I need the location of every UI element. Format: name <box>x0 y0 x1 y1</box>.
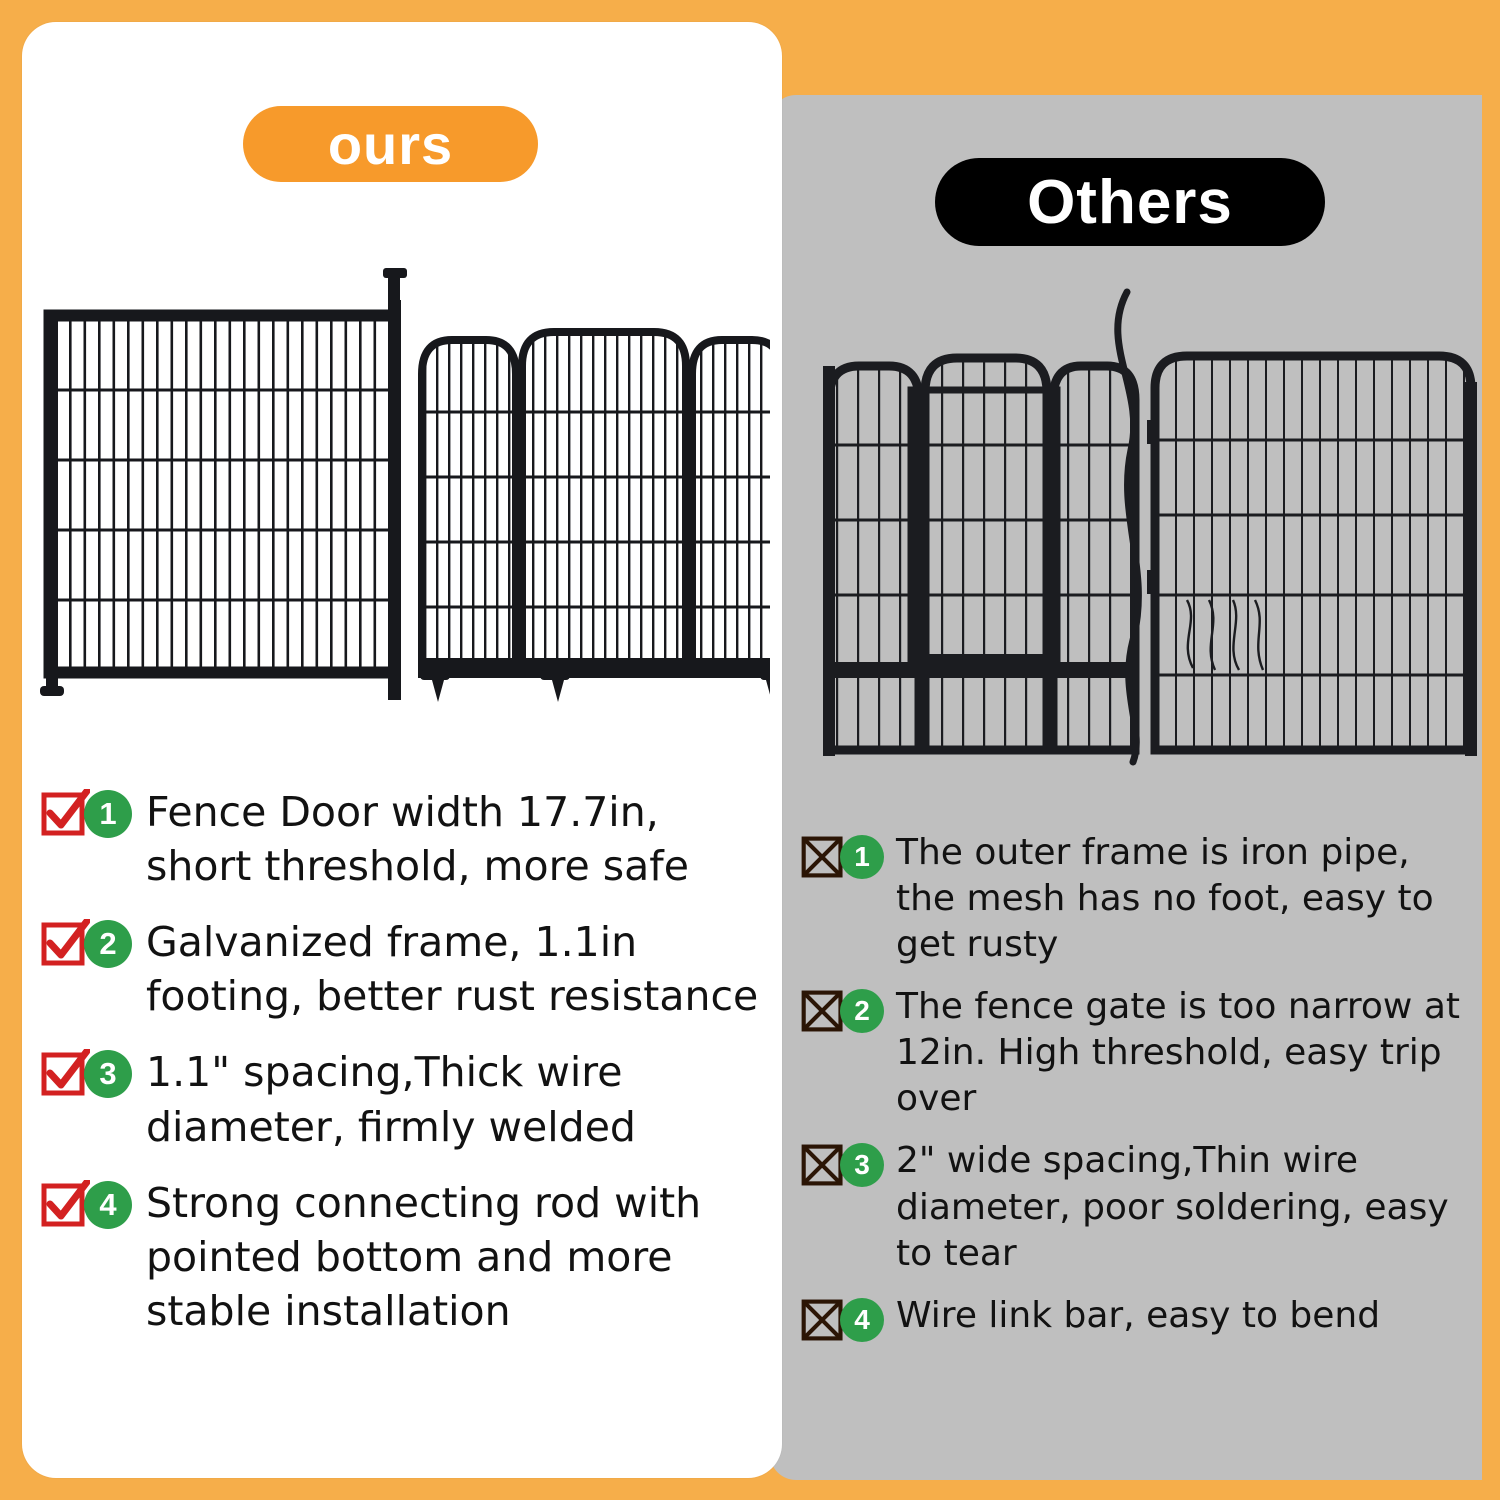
list-item <box>800 984 1480 1122</box>
item-number: 4 <box>840 1298 884 1342</box>
list-item <box>800 1293 1480 1343</box>
item-number: 3 <box>840 1143 884 1187</box>
item-text: Fence Door width 17.7in, short threshold, more safe <box>146 788 689 891</box>
item-number: 1 <box>84 790 132 838</box>
item-number: 4 <box>84 1181 132 1229</box>
item-text: 1.1" spacing,Thick wire diameter, firmly welded <box>146 1048 636 1151</box>
item-text: Wire link bar, easy to bend <box>896 1294 1381 1336</box>
check-icon <box>40 919 90 969</box>
check-icon <box>40 1180 90 1230</box>
item-text: 2" wide spacing,Thin wire diameter, poor soldering, easy to tear <box>896 1140 1449 1274</box>
list-item <box>40 785 770 893</box>
item-text: The fence gate is too narrow at 12in. High threshold, easy trip over <box>896 986 1460 1120</box>
item-text: Galvanized frame, 1.1in footing, better rust resistance <box>146 918 759 1021</box>
list-item <box>800 1138 1480 1276</box>
item-number: 3 <box>84 1050 132 1098</box>
ours-badge-label: ours <box>327 112 454 176</box>
ours-feature-list <box>40 785 770 1360</box>
item-number: 2 <box>840 989 884 1033</box>
others-product-image <box>815 270 1485 780</box>
ours-badge <box>243 106 538 182</box>
list-item <box>800 830 1480 968</box>
item-number: 1 <box>840 835 884 879</box>
list-item <box>40 1176 770 1338</box>
item-text: Strong connecting rod with pointed bottom and more stable installation <box>146 1178 702 1335</box>
ours-product-image <box>40 262 770 732</box>
others-badge <box>935 158 1325 246</box>
list-item <box>40 1045 770 1153</box>
others-badge-label: Others <box>1027 167 1233 237</box>
check-icon <box>40 789 90 839</box>
item-number: 2 <box>84 920 132 968</box>
item-text: The outer frame is iron pipe, the mesh has no foot, easy to get rusty <box>896 832 1434 966</box>
others-feature-list <box>800 830 1480 1359</box>
list-item <box>40 915 770 1023</box>
check-icon <box>40 1049 90 1099</box>
